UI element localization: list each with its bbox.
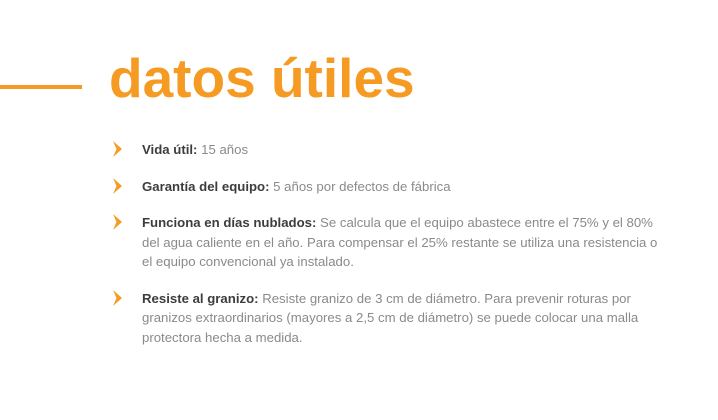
list-item-text (142, 213, 669, 272)
slide-title-block (0, 46, 718, 122)
list-item-lead: Funciona en días nublados: (142, 215, 317, 230)
list-item (109, 213, 669, 272)
chevron-right-icon (111, 140, 129, 160)
list-item-lead: Garantía del equipo: (142, 178, 270, 194)
list-item-lead: Resiste al granizo: (142, 290, 259, 306)
chevron-right-icon (111, 289, 129, 309)
bullet-list (109, 140, 669, 347)
list-item (109, 177, 669, 197)
page-title: datos útiles (109, 47, 415, 109)
list-item-body: 15 años (197, 142, 249, 157)
list-item-text (142, 289, 669, 348)
list-item-text (142, 140, 669, 160)
chevron-right-icon (111, 177, 129, 197)
list-item (109, 140, 669, 160)
list-item-lead: Vida útil: (142, 142, 198, 157)
list-item-body: Resiste granizo de 3 cm de diámetro. Para prevenir roturas por granizos extraordinarios (mayores a 2,5 cm de diámetro) se puede colocar una malla protectora hecha a medida. (142, 290, 639, 345)
list-item-text (142, 177, 669, 197)
chevron-right-icon (111, 213, 129, 233)
list-item (109, 289, 669, 348)
list-item-body: Se calcula que el equipo abastece entre el 75% y el 80% del agua caliente en el año. Para compensar el 25% restante se utiliza una resistencia o el equipo convencional ya instalado. (142, 215, 658, 269)
title-rule-decoration (0, 85, 82, 89)
list-item-body: 5 años por defectos de fábrica (269, 178, 451, 194)
